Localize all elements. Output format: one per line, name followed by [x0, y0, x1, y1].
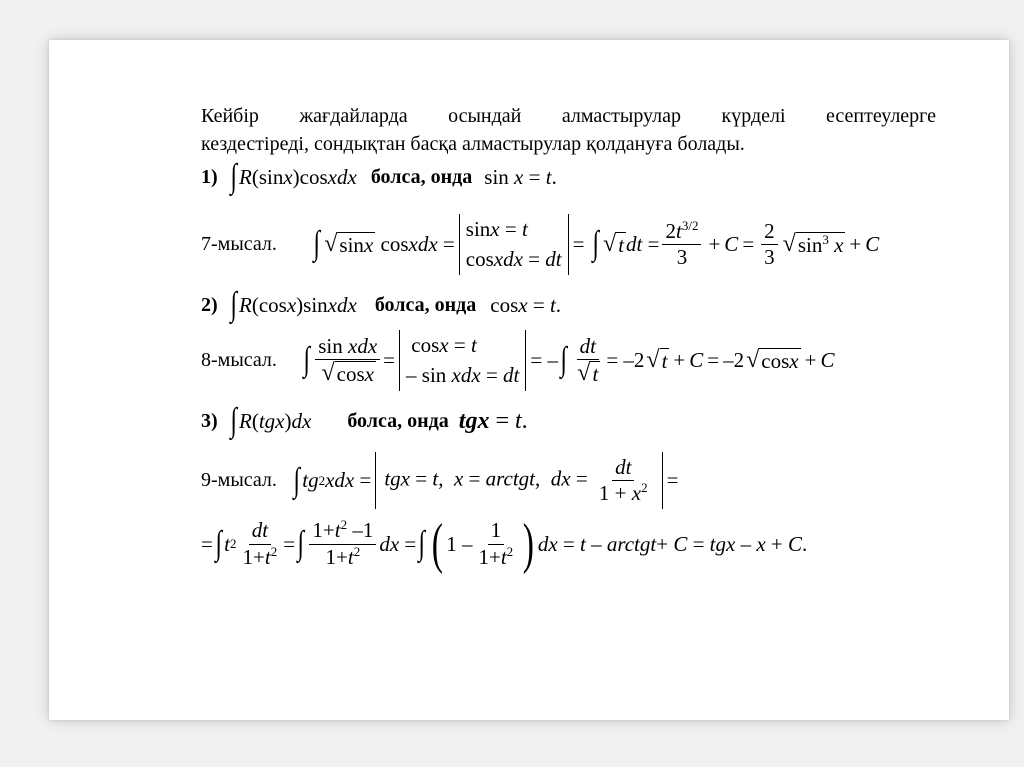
case-1-substitution: sin x = t .: [484, 164, 557, 189]
intro-line-1: Кейбір жағдайларда осындай алмастырулар күрделі есептеулерге: [201, 105, 936, 127]
example-7: [201, 214, 879, 275]
case-2-integral: ∫ R (cos x )sin xdx: [230, 286, 357, 323]
example-9-continuation: [201, 513, 808, 575]
example-8-formula: ∫ sin xdx √ cosx = cosx = t – sin xdx = dt = – ∫ dt √ t = –2 √ t + C = –2 √ cosx + C: [301, 330, 835, 391]
example-9-formula-line-2: = ∫ t 2 $\frac{dt}{1+t^2}$ = ∫ $\frac{1+t^2 -1}{1+t^2}$ dx = ∫ ( 1 – $\frac{1}{1+t^2}$ ) dx = t – arctgt + C = tgx – x + C .: [201, 513, 808, 575]
example-8-label: 8-мысал.: [201, 348, 277, 371]
case-1-integral: ∫ R (sin x )cos xdx: [230, 158, 357, 195]
case-3-substitution: tgx = t .: [458, 407, 528, 434]
case-2-label: 2): [201, 293, 218, 316]
case-1-label: 1): [201, 165, 218, 188]
example-7-formula: ∫ √ sinx cos xdx = sinx = t cosxdx = dt = ∫ √ t dt = $\frac{2t^{3/2}}{3}$ + C = $\frac{2}{3}$ √ $\sin^3 x$ + C: [311, 214, 879, 275]
case-1: [201, 160, 557, 194]
example-7-label: 7-мысал.: [201, 232, 277, 255]
case-2: [201, 288, 561, 322]
case-1-condition: болса, онда: [370, 165, 473, 188]
case-3-integral: ∫ R ( tgx ) dx: [230, 402, 312, 439]
example-8: [201, 330, 834, 391]
example-9: [201, 452, 678, 509]
example-9-label: 9-мысал.: [201, 469, 277, 492]
case-2-condition: болса, онда: [374, 293, 477, 316]
example-9-formula: ∫ tg 2 xdx = tgx = t, x = arctgt, dx = $\frac{dt}{1 + x^2}$ =: [291, 452, 679, 509]
case-2-substitution: cos x = t .: [490, 292, 562, 317]
case-3-condition: болса, онда: [347, 409, 449, 432]
intro-paragraph: [201, 102, 936, 158]
intro-line-2: кездестіреді, сондықтан басқа алмастырулар қолдануға болады.: [201, 133, 745, 155]
case-3: [201, 404, 528, 438]
case-3-label: 3): [201, 409, 218, 432]
